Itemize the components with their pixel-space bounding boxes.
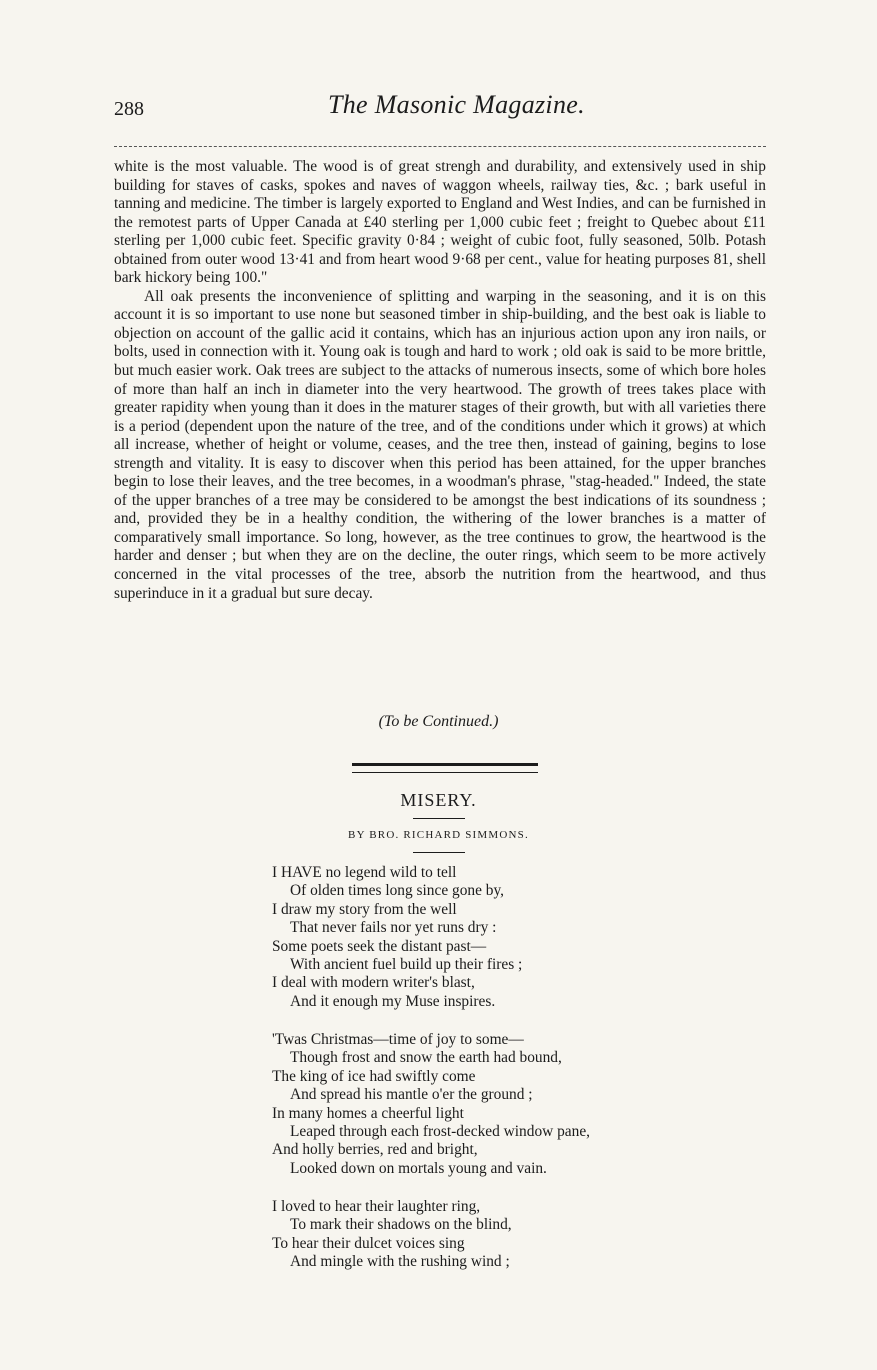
poem-line: That never fails nor yet runs dry :	[290, 919, 497, 937]
to-be-continued-note: (To be Continued.)	[378, 713, 499, 730]
page-number: 288	[114, 98, 144, 120]
poem-line: Leaped through each frost-decked window pane,	[290, 1123, 590, 1141]
running-title: The Masonic Magazine.	[328, 90, 585, 119]
poem-line: Some poets seek the distant past—	[272, 937, 487, 955]
article-paragraph: white is the most valuable. The wood is of great strengh and durability, and extensively used in ship building for staves of casks, spokes and naves of waggon wheels, railway ties, &c. ; bark useful in tanning and medicine. The timber is largely exported to England and West Indies, and can be furnished in the remotest parts of Upper Canada at £40 sterling per 1,000 cubic feet ; freight to Quebec about £11 sterling per 1,000 cubic feet. Specific gravity 0·84 ; weight of cubic foot, fully seasoned, 50lb. Potash obtained from outer wood 13·41 and from heart wood 9·68 per cent., value for heating purposes 81, shell bark hickory being 100."	[114, 158, 766, 287]
poem-line: To mark their shadows on the blind,	[290, 1216, 512, 1234]
section-divider	[352, 763, 538, 773]
poem-line: And spread his mantle o'er the ground ;	[290, 1086, 533, 1104]
header-rule	[114, 146, 766, 147]
poem-title: MISERY.	[400, 790, 477, 810]
poem-line: In many homes a cheerful light	[272, 1104, 464, 1122]
article-paragraph: All oak presents the inconvenience of splitting and warping in the seasoning, and it is on this account it is so important to use none but seasoned timber in ship-building, and the best oak is liable to objection on account of the gallic acid it contains, which has an injurious action upon any iron nails, or bolts, used in connection with it. Young oak is tough and hard to work ; old oak is said to be more brittle, but much easier work. Oak trees are subject to the attacks of numerous insects, some of which bore holes of more than half an inch in diameter into the very heartwood. The growth of trees takes place with greater rapidity when young than it does in the maturer stages of their growth, but with all varieties there is a period (dependent upon the nature of the tree, and of the conditions under which it grows) at which all increase, whether of height or volume, ceases, and the tree then, instead of gaining, begins to lose strength and vitality. It is easy to discover when this period has been attained, for the upper branches begin to lose their leaves, and the tree becomes, in a woodman's phrase, "stag-headed." Indeed, the state of the upper branches of a tree may be considered to be amongst the best indications of its soundness ; and, provided they be in a healthy condition, the withering of the lower branches is a matter of comparatively small importance. So long, however, as the tree continues to grow, the heartwood is the harder and denser ; but when they are on the decline, the outer rings, which seem to be more actively concerned in the vital processes of the tree, absorb the nutrition from the heartwood, and thus superinduce in it a gradual but sure decay.	[114, 287, 766, 602]
article-body	[114, 158, 766, 603]
poem-line: Looked down on mortals young and vain.	[290, 1159, 547, 1177]
title-rule	[413, 818, 465, 819]
poem-line: 'Twas Christmas—time of joy to some—	[272, 1031, 524, 1048]
poem-byline: BY BRO. RICHARD SIMMONS.	[348, 829, 529, 841]
poem-line: And it enough my Muse inspires.	[290, 992, 496, 1010]
poem-line: I loved to hear their laughter ring,	[272, 1198, 481, 1215]
poem-line: I draw my story from the well	[272, 900, 457, 918]
byline-rule	[413, 852, 465, 853]
poem-line: I HAVE no legend wild to tell	[272, 864, 457, 881]
poem-line: Though frost and snow the earth had bound,	[290, 1049, 562, 1067]
poem-stanza	[272, 1198, 692, 1272]
poem-line: To hear their dulcet voices sing	[272, 1234, 465, 1252]
poem-line: With ancient fuel build up their fires ;	[290, 956, 523, 974]
poem-line: And mingle with the rushing wind ;	[290, 1253, 510, 1271]
poem-line: The king of ice had swiftly come	[272, 1067, 476, 1085]
poem-line: And holly berries, red and bright,	[272, 1141, 478, 1159]
poem-line: I deal with modern writer's blast,	[272, 974, 475, 992]
poem-stanza	[272, 864, 692, 1011]
poem-stanza	[272, 1031, 692, 1178]
poem-line: Of olden times long since gone by,	[290, 882, 505, 900]
